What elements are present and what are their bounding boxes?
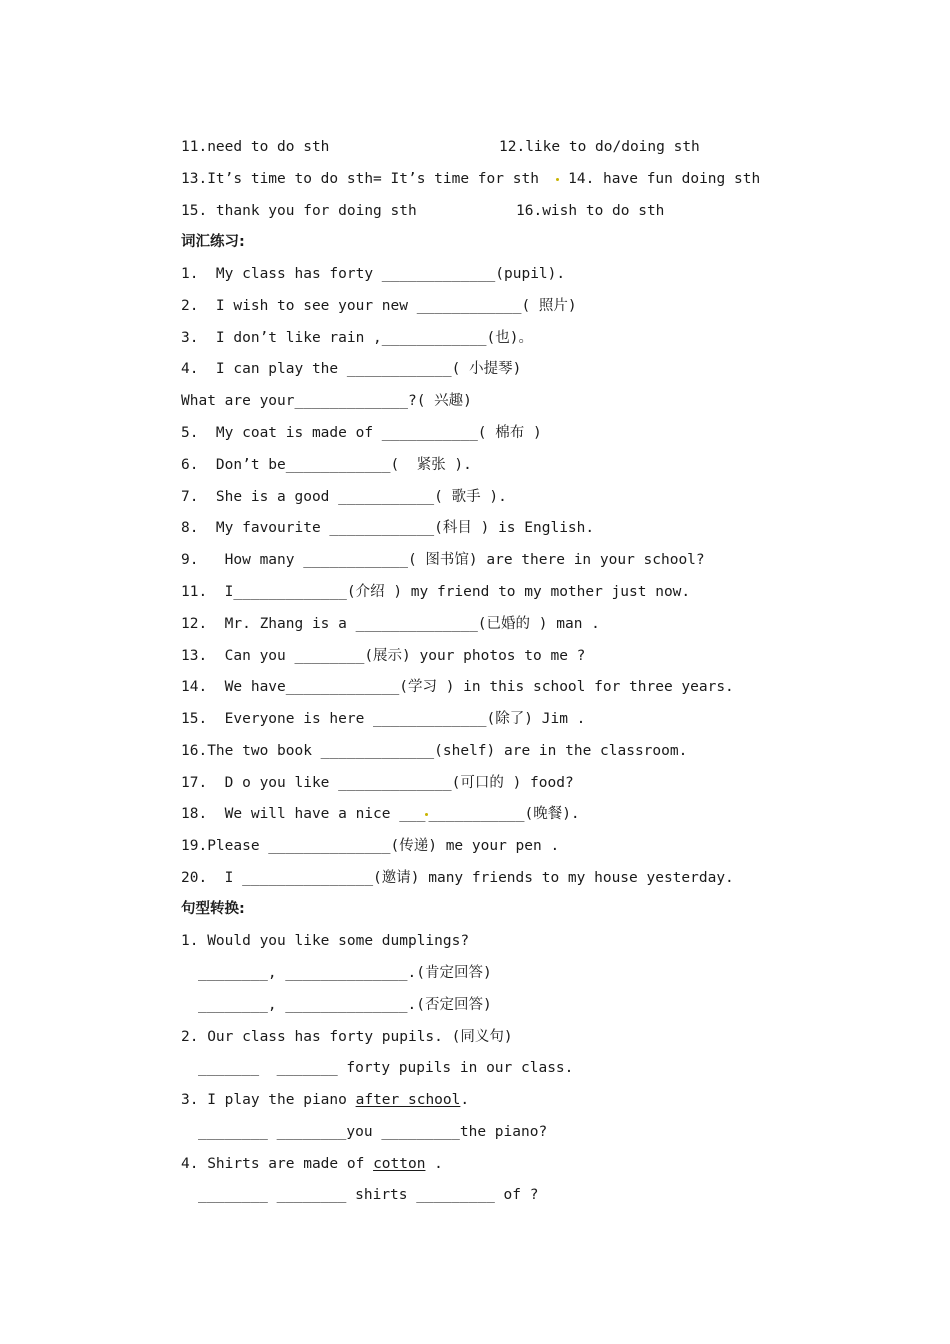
vocab-item: What are your_____________?( 兴趣): [181, 393, 472, 409]
vocab-item-18: [181, 804, 580, 824]
transform-q2-answer: _______ _______ forty pupils in our class.: [198, 1060, 574, 1076]
transform-q3-underlined: after school: [355, 1092, 461, 1108]
phrase-13-row: [181, 169, 760, 189]
vocab-item: 11. I_____________(介绍 ) my friend to my mother just now.: [181, 584, 691, 600]
transform-q3-end: .: [460, 1092, 470, 1108]
vocab-item: 16.The two book _____________(shelf) are in the classroom.: [181, 743, 688, 759]
transform-q2: 2. Our class has forty pupils. (同义句): [181, 1029, 513, 1045]
vocab-item: 9. How many ____________( 图书馆) are there in your school?: [181, 552, 705, 568]
transform-q4-answer: ________ ________ shirts _________ of ?: [198, 1187, 539, 1203]
transform-q3: [181, 1090, 469, 1110]
transform-q4-underlined: cotton: [373, 1156, 426, 1172]
phrase-14: 14. have fun doing sth: [568, 171, 761, 187]
transform-q4-text: 4. Shirts are made of: [181, 1156, 374, 1172]
transform-q1-answer-no: ________, ______________.(否定回答): [198, 997, 492, 1013]
vocab-item: 8. My favourite ____________(科目 ) is English.: [181, 520, 595, 536]
vocab-item: 3. I don’t like rain ,____________(也)。: [181, 330, 534, 346]
vocab-item: 1. My class has forty _____________(pupil).: [181, 266, 566, 282]
vocab-item: 7. She is a good ___________( 歌手 ).: [181, 489, 507, 505]
transform-q4: [181, 1154, 443, 1174]
dot-mark: [556, 178, 559, 181]
vocab-item: 15. Everyone is here _____________(除了) Jim .: [181, 711, 586, 727]
vocab-heading: 词汇练习:: [181, 234, 245, 250]
vocab-item: 5. My coat is made of ___________( 棉布 ): [181, 425, 542, 441]
vocab-item: 13. Can you ________(展示) your photos to me ?: [181, 648, 586, 664]
transform-q3-answer: ________ ________you _________the piano?: [198, 1124, 548, 1140]
transform-q1-answer-yes: ________, ______________.(肯定回答): [198, 965, 492, 981]
phrase-11: 11.need to do sth: [181, 139, 330, 155]
vocab-item-18-after: ___________(晚餐).: [428, 806, 580, 822]
vocab-item: 12. Mr. Zhang is a ______________(已婚的 ) man .: [181, 616, 600, 632]
transform-q1: 1. Would you like some dumplings?: [181, 933, 470, 949]
transform-heading: 句型转换:: [181, 901, 245, 917]
vocab-item-18-before: 18. We will have a nice ___: [181, 806, 426, 822]
vocab-item: 20. I _______________(邀请) many friends to my house yesterday.: [181, 870, 734, 886]
transform-q3-text: 3. I play the piano: [181, 1092, 356, 1108]
transform-q4-end: .: [425, 1156, 443, 1172]
vocab-item: 6. Don’t be____________( 紧张 ).: [181, 457, 472, 473]
phrase-12: 12.like to do/doing sth: [499, 139, 700, 155]
phrase-15: 15. thank you for doing sth: [181, 203, 417, 219]
vocab-item: 14. We have_____________(学习 ) in this school for three years.: [181, 679, 734, 695]
vocab-item: 19.Please ______________(传递) me your pen .: [181, 838, 560, 854]
vocab-item: 4. I can play the ____________( 小提琴): [181, 361, 522, 377]
vocab-item: 2. I wish to see your new ____________( 照片): [181, 298, 577, 314]
phrase-16: 16.wish to do sth: [516, 203, 665, 219]
vocab-item: 17. D o you like _____________(可口的 ) food?: [181, 775, 574, 791]
phrase-13: 13.It’s time to do sth= It’s time for sth: [181, 171, 539, 187]
